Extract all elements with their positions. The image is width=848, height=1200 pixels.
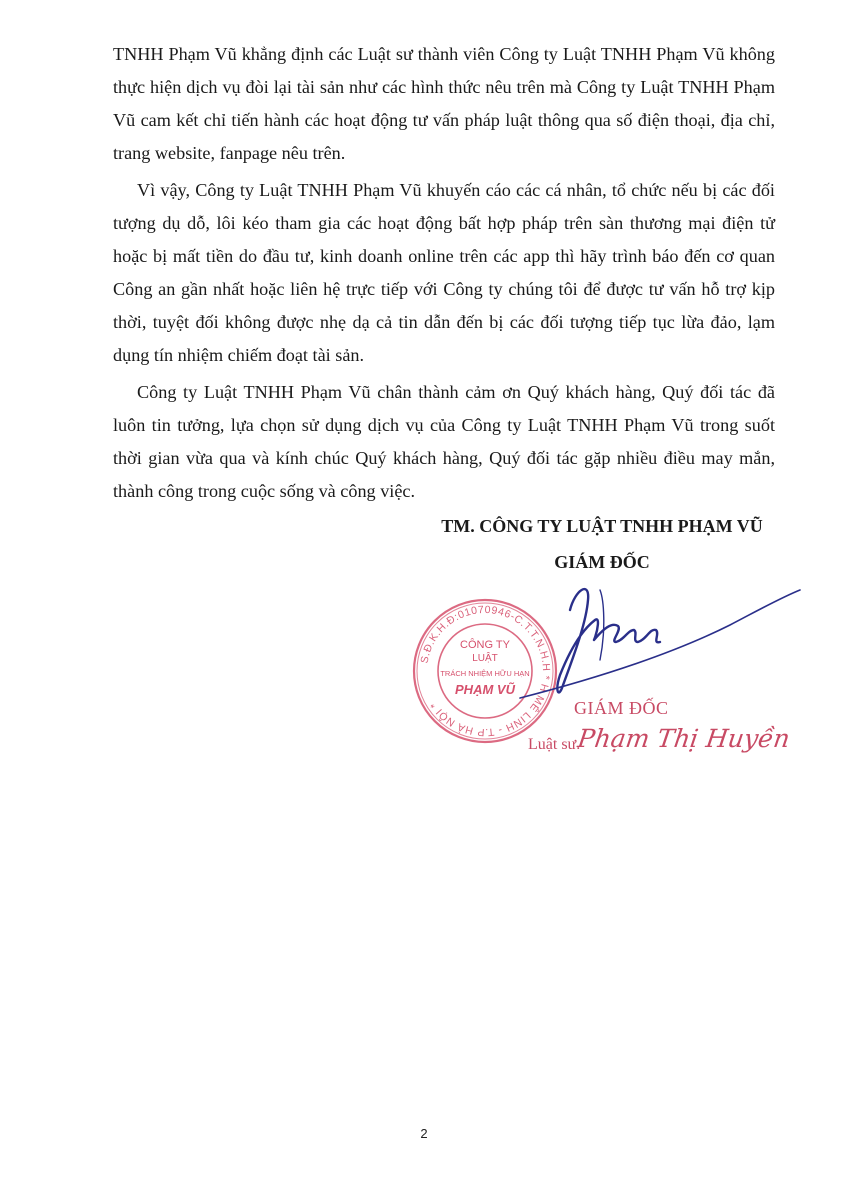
paragraph-continuation: TNHH Phạm Vũ khẳng định các Luật sư thành viên Công ty Luật TNHH Phạm Vũ không thực hiện dịch vụ đòi lại tài sản như các hình thức nêu trên mà Công ty Luật TNHH Phạm Vũ cam kết chỉ tiến hành các hoạt động tư vấn pháp luật thông qua số điện thoại, địa chỉ, trang website, fanpage nêu trên. (113, 44, 775, 163)
seal-line-4: PHẠM VŨ (455, 682, 515, 697)
signatory-name-prefix: Luật sư. (528, 736, 581, 753)
signatory-role: GIÁM ĐỐC (574, 698, 669, 718)
closing-title-line: GIÁM ĐỐC (554, 552, 650, 572)
seal-line-2: LUẬT (472, 653, 498, 664)
seal-ring-text: S.Đ.K.H.Đ:01070946-C.T.T.N.H.H * H.MÊ LINH - T.P HÀ NỘI * (418, 603, 553, 739)
page-number: 2 (420, 1126, 428, 1141)
seal-line-3: TRÁCH NHIỆM HỮU HẠN (440, 669, 530, 678)
paragraph-warning: Vì vậy, Công ty Luật TNHH Phạm Vũ khuyến cáo các cá nhân, tổ chức nếu bị các đối tượng dụ dỗ, lôi kéo tham gia các hoạt động bất hợp pháp trên sàn thương mại điện tử hoặc bị mất tiền do đầu tư, kinh doanh online trên các app thì hãy trình báo đến cơ quan Công an gần nhất hoặc liên hệ trực tiếp với Công ty chúng tôi để được tư vấn hỗ trợ kịp thời, tuyệt đối không được nhẹ dạ cả tin dẫn đến bị các đối tượng tiếp tục lừa đảo, lạm dụng tín nhiệm chiếm đoạt tài sản. (113, 180, 775, 365)
paragraph-thanks: Công ty Luật TNHH Phạm Vũ chân thành cảm ơn Quý khách hàng, Quý đối tác đã luôn tin tưởng, lựa chọn sử dụng dịch vụ của Công ty Luật TNHH Phạm Vũ trong suốt thời gian vừa qua và kính chúc Quý khách hàng, Quý đối tác gặp nhiều điều may mắn, thành công trong cuộc sống và công việc. (113, 382, 775, 501)
document-body (113, 38, 775, 512)
signatory-name: Phạm Thị Huyền (575, 724, 792, 753)
handwritten-signature-icon (500, 570, 810, 710)
seal-line-1: CÔNG TY (460, 639, 510, 651)
closing-company-line: TM. CÔNG TY LUẬT TNHH PHẠM VŨ (441, 516, 763, 536)
